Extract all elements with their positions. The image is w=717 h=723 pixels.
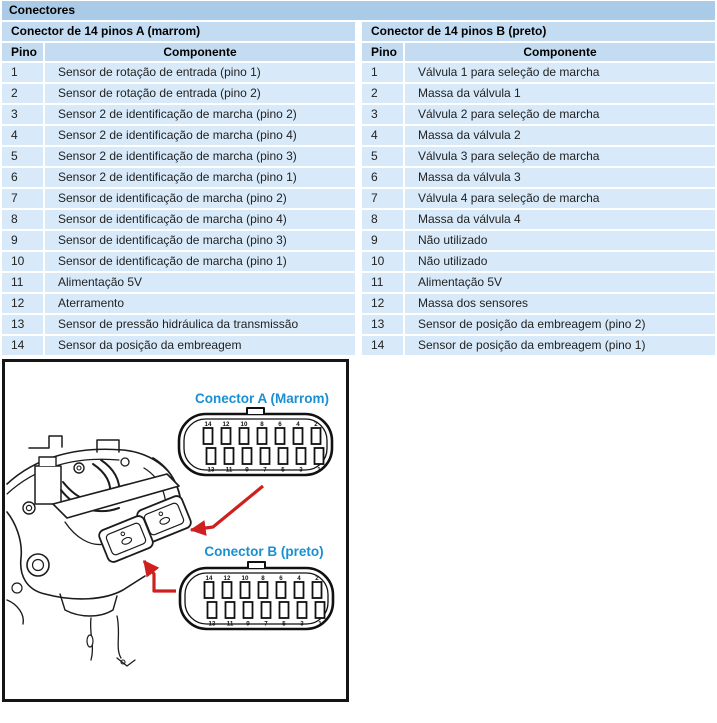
pin-slot bbox=[243, 448, 252, 464]
table-row bbox=[362, 252, 715, 271]
pin-slot bbox=[241, 582, 250, 598]
pin-cell: 11 bbox=[362, 273, 403, 292]
component-cell: Sensor de posição da embreagem (pino 1) bbox=[405, 336, 715, 355]
connector-a-label: Conector A (Marrom) bbox=[194, 391, 330, 406]
component-cell: Sensor 2 de identificação de marcha (pino 1) bbox=[45, 168, 355, 187]
pin-slot bbox=[315, 448, 324, 464]
table-row bbox=[2, 252, 355, 271]
pin-slot bbox=[297, 448, 306, 464]
pin-number: 12 bbox=[223, 575, 231, 582]
pin-number: 5 bbox=[281, 466, 285, 474]
pin-cell: 5 bbox=[2, 147, 43, 166]
pin-number: 5 bbox=[282, 620, 286, 628]
pin-cell: 2 bbox=[2, 84, 43, 103]
pin-cell: 14 bbox=[362, 336, 403, 355]
component-cell: Sensor de rotação de entrada (pino 2) bbox=[45, 84, 355, 103]
component-cell: Sensor 2 de identificação de marcha (pino 2) bbox=[45, 105, 355, 124]
pin-slot bbox=[222, 428, 231, 444]
pin-cell: 7 bbox=[2, 189, 43, 208]
table-row bbox=[2, 105, 355, 124]
pin-slot bbox=[261, 448, 270, 464]
table-row bbox=[362, 168, 715, 187]
pin-cell: 3 bbox=[2, 105, 43, 124]
connector-a-face bbox=[179, 408, 332, 475]
pin-number: 3 bbox=[299, 466, 303, 474]
pin-slot bbox=[312, 428, 321, 444]
pin-slot bbox=[277, 582, 286, 598]
component-column-header: Componente bbox=[405, 43, 715, 61]
pin-cell: 1 bbox=[2, 63, 43, 82]
pin-slot bbox=[205, 582, 214, 598]
component-cell: Sensor de identificação de marcha (pino 4) bbox=[45, 210, 355, 229]
pin-number: 1 bbox=[318, 620, 322, 628]
pin-cell: 3 bbox=[362, 105, 403, 124]
pin-slot bbox=[225, 448, 234, 464]
pin-number: 10 bbox=[240, 421, 248, 428]
pin-cell: 10 bbox=[2, 252, 43, 271]
connector-b-label: Conector B (preto) bbox=[204, 544, 324, 559]
section-title-bar: Conectores bbox=[2, 1, 715, 20]
component-cell: Sensor de identificação de marcha (pino 1) bbox=[45, 252, 355, 271]
table-row bbox=[362, 336, 715, 355]
connector-b-face bbox=[180, 562, 333, 629]
pin-column-header: Pino bbox=[2, 43, 43, 61]
table-body bbox=[2, 63, 355, 355]
table-row bbox=[362, 189, 715, 208]
pin-slot bbox=[294, 428, 303, 444]
pin-number: 13 bbox=[208, 620, 216, 628]
pin-number: 13 bbox=[207, 466, 215, 474]
pin-cell: 13 bbox=[2, 315, 43, 334]
component-cell: Válvula 1 para seleção de marcha bbox=[405, 63, 715, 82]
component-cell: Massa da válvula 3 bbox=[405, 168, 715, 187]
pin-slot bbox=[276, 428, 285, 444]
table-row bbox=[2, 126, 355, 145]
pin-number: 3 bbox=[300, 620, 304, 628]
pin-slot bbox=[258, 428, 267, 444]
component-cell: Alimentação 5V bbox=[405, 273, 715, 292]
pin-slot bbox=[280, 602, 289, 618]
component-cell: Não utilizado bbox=[405, 231, 715, 250]
pin-number: 14 bbox=[204, 421, 212, 428]
component-cell: Sensor de posição da embreagem (pino 2) bbox=[405, 315, 715, 334]
component-cell: Aterramento bbox=[45, 294, 355, 313]
pin-number: 10 bbox=[241, 575, 249, 582]
pin-cell: 7 bbox=[362, 189, 403, 208]
table-row bbox=[2, 168, 355, 187]
pin-number: 4 bbox=[296, 421, 300, 428]
table-header-row bbox=[362, 43, 715, 61]
pin-cell: 5 bbox=[362, 147, 403, 166]
pin-number: 9 bbox=[245, 466, 249, 474]
pin-slot bbox=[259, 582, 268, 598]
pin-cell: 14 bbox=[2, 336, 43, 355]
table-title: Conector de 14 pinos B (preto) bbox=[362, 22, 715, 41]
pin-number: 2 bbox=[314, 421, 318, 428]
table-row bbox=[362, 105, 715, 124]
pin-cell: 8 bbox=[2, 210, 43, 229]
pin-cell: 13 bbox=[362, 315, 403, 334]
pin-slot bbox=[316, 602, 325, 618]
pin-number: 7 bbox=[263, 466, 267, 474]
table-row bbox=[2, 84, 355, 103]
transmission-illustration bbox=[7, 436, 193, 666]
table-row bbox=[2, 336, 355, 355]
component-cell: Massa dos sensores bbox=[405, 294, 715, 313]
pin-cell: 4 bbox=[362, 126, 403, 145]
pin-slot bbox=[244, 602, 253, 618]
pin-cell: 11 bbox=[2, 273, 43, 292]
pin-slot bbox=[313, 582, 322, 598]
pin-cell: 10 bbox=[362, 252, 403, 271]
pin-cell: 6 bbox=[2, 168, 43, 187]
table-row bbox=[2, 210, 355, 229]
pin-number: 8 bbox=[261, 575, 265, 582]
component-cell: Sensor da posição da embreagem bbox=[45, 336, 355, 355]
arrow-to-connector-b bbox=[144, 561, 176, 591]
pin-cell: 6 bbox=[362, 168, 403, 187]
connector-diagram-box bbox=[2, 359, 349, 702]
table-row bbox=[362, 84, 715, 103]
table-title: Conector de 14 pinos A (marrom) bbox=[2, 22, 355, 41]
table-row bbox=[362, 210, 715, 229]
table-row bbox=[2, 273, 355, 292]
table-header-row bbox=[2, 43, 355, 61]
pin-cell: 1 bbox=[362, 63, 403, 82]
pin-cell: 9 bbox=[2, 231, 43, 250]
table-row bbox=[362, 147, 715, 166]
pin-slot bbox=[204, 428, 213, 444]
component-cell: Válvula 4 para seleção de marcha bbox=[405, 189, 715, 208]
pin-slot bbox=[223, 582, 232, 598]
pin-number: 7 bbox=[264, 620, 268, 628]
pin-cell: 8 bbox=[362, 210, 403, 229]
pin-slot bbox=[279, 448, 288, 464]
component-cell: Sensor de identificação de marcha (pino 2) bbox=[45, 189, 355, 208]
pin-number: 1 bbox=[317, 466, 321, 474]
pin-number: 6 bbox=[278, 421, 282, 428]
pin-slot bbox=[262, 602, 271, 618]
pin-number: 12 bbox=[222, 421, 230, 428]
component-cell: Alimentação 5V bbox=[45, 273, 355, 292]
table-row bbox=[2, 231, 355, 250]
component-column-header: Componente bbox=[45, 43, 355, 61]
pin-number: 14 bbox=[205, 575, 213, 582]
component-cell: Válvula 3 para seleção de marcha bbox=[405, 147, 715, 166]
table-row bbox=[362, 231, 715, 250]
table-row bbox=[2, 189, 355, 208]
pin-number: 11 bbox=[226, 620, 234, 628]
table-row bbox=[362, 126, 715, 145]
pin-slot bbox=[208, 602, 217, 618]
table-row bbox=[362, 63, 715, 82]
pin-number: 2 bbox=[315, 575, 319, 582]
component-cell: Massa da válvula 4 bbox=[405, 210, 715, 229]
component-cell: Massa da válvula 1 bbox=[405, 84, 715, 103]
table-row bbox=[362, 294, 715, 313]
component-cell: Massa da válvula 2 bbox=[405, 126, 715, 145]
pin-number: 11 bbox=[225, 466, 233, 474]
component-cell: Sensor 2 de identificação de marcha (pino 4) bbox=[45, 126, 355, 145]
table-row bbox=[362, 273, 715, 292]
pin-cell: 2 bbox=[362, 84, 403, 103]
pin-number: 8 bbox=[260, 421, 264, 428]
connector-diagram bbox=[5, 362, 346, 699]
pin-number: 9 bbox=[246, 620, 250, 628]
pin-slot bbox=[295, 582, 304, 598]
pin-slot bbox=[207, 448, 216, 464]
pin-cell: 9 bbox=[362, 231, 403, 250]
connector-a-table bbox=[2, 22, 355, 357]
table-body bbox=[362, 63, 715, 355]
component-cell: Válvula 2 para seleção de marcha bbox=[405, 105, 715, 124]
pinout-tables bbox=[2, 22, 715, 357]
component-cell: Sensor 2 de identificação de marcha (pino 3) bbox=[45, 147, 355, 166]
table-row bbox=[2, 315, 355, 334]
pin-slot bbox=[298, 602, 307, 618]
table-row bbox=[362, 315, 715, 334]
pin-number: 6 bbox=[279, 575, 283, 582]
component-cell: Não utilizado bbox=[405, 252, 715, 271]
arrow-to-connector-a bbox=[191, 486, 263, 530]
connector-b-table bbox=[362, 22, 715, 357]
pin-slot bbox=[240, 428, 249, 444]
table-row bbox=[2, 294, 355, 313]
pin-slot bbox=[226, 602, 235, 618]
component-cell: Sensor de identificação de marcha (pino 3) bbox=[45, 231, 355, 250]
pin-cell: 12 bbox=[2, 294, 43, 313]
pin-cell: 4 bbox=[2, 126, 43, 145]
table-row bbox=[2, 147, 355, 166]
pin-column-header: Pino bbox=[362, 43, 403, 61]
table-row bbox=[2, 63, 355, 82]
pin-cell: 12 bbox=[362, 294, 403, 313]
component-cell: Sensor de rotação de entrada (pino 1) bbox=[45, 63, 355, 82]
pin-number: 4 bbox=[297, 575, 301, 582]
component-cell: Sensor de pressão hidráulica da transmissão bbox=[45, 315, 355, 334]
